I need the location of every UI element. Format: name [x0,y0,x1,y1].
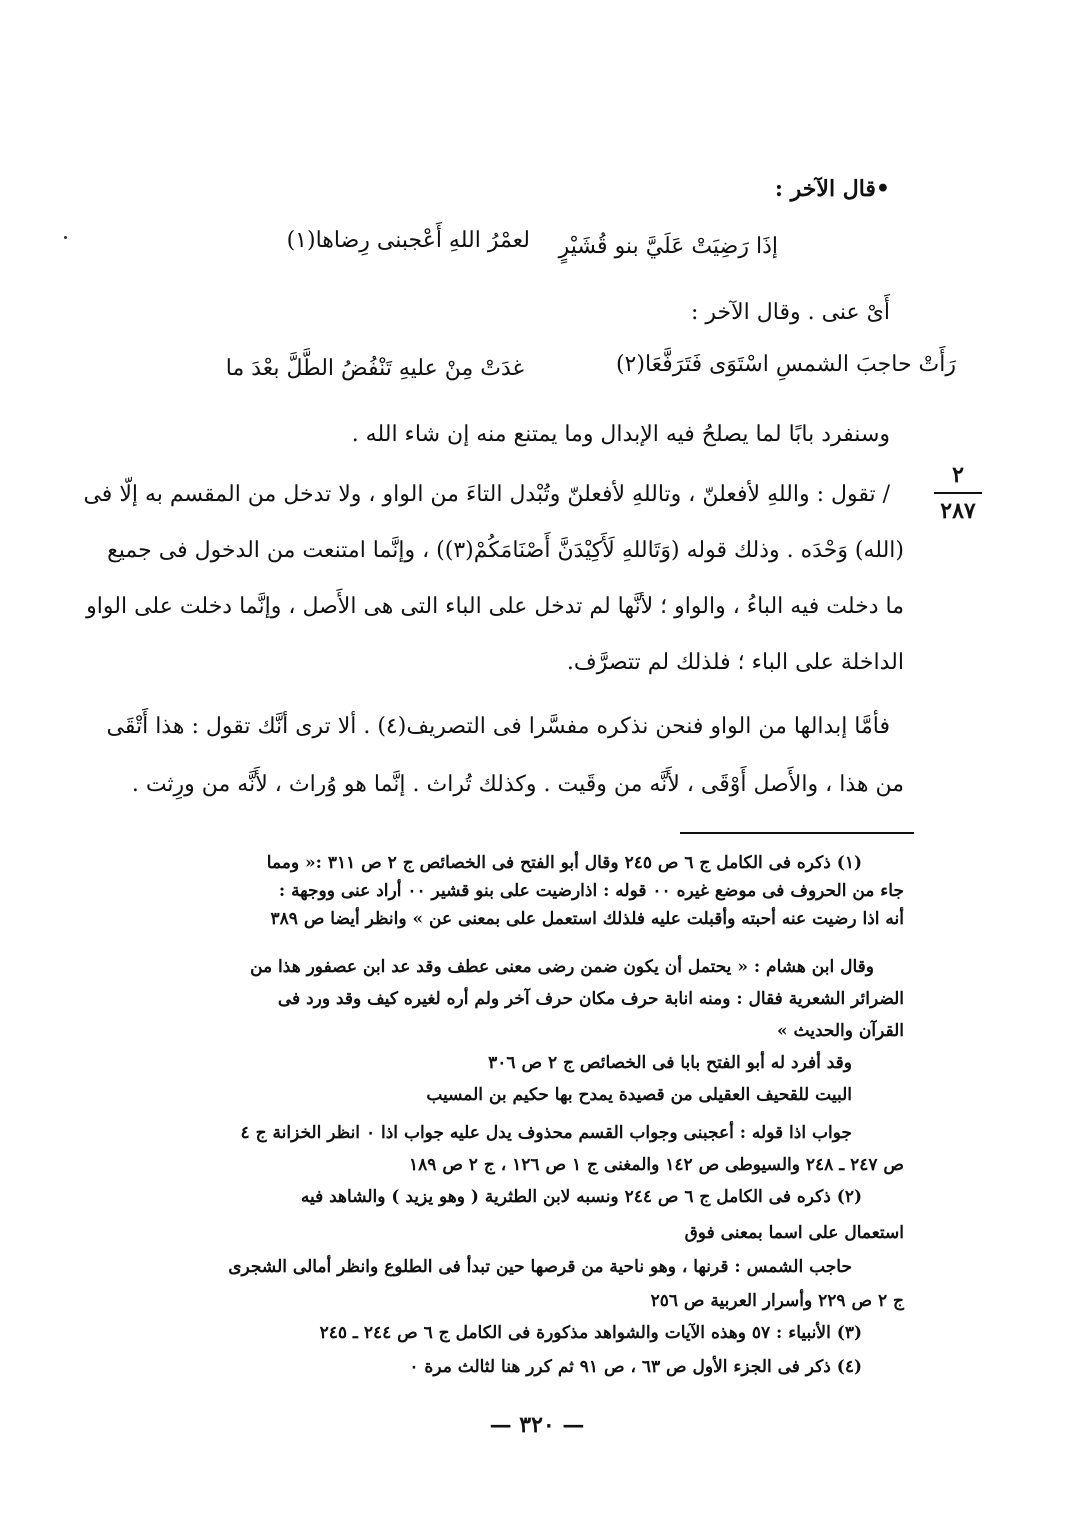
footnote-separator [680,832,914,834]
footnote-line: وقال ابن هشام : « يحتمل أن يكون ضمن رضى معنى عطف وقد عد ابن عصفور هذا من [250,957,874,977]
margin-ref-bottom: ٢٨٧ [940,498,976,524]
body-line: فأمَّا إبدالها من الواو فنحن نذكره مفسَّرا فى التصريف(٤) . ألا ترى أنَّك تقول : هذا أَتْقَى [106,714,890,739]
footnote-line: القرآن والحديث » [777,1021,904,1041]
verse-1-first-half: إذَا رَضِيَتْ عَلَيَّ بنو قُشَيْرٍ [558,234,778,259]
footnote-line: ج ٢ ص ٢٢٩ وأسرار العربية ص ٢٥٦ [650,1291,904,1311]
body-line: وسنفرد بابًا لما يصلحُ فيه الإبدال وما يمتنع منه إن شاء الله . [351,422,890,447]
footnote-line: أنه اذا رضيت عنه أحبته وأقبلت عليه فلذلك استعمل على بمعنى عن » وانظر أيضا ص ٣٨٩ [270,909,904,929]
verse-2-first-half: غدَتْ مِنْ عليهِ تَنْفُضُ الطَّلَّ بعْدَ ما [225,356,524,381]
verse-2-second-half: رَأَتْ حاجبَ الشمسِ اسْتَوَى فَتَرَفَّعَا(٢) [615,352,956,377]
footnote-line: استعمال على اسما بمعنى فوق [684,1223,904,1243]
footnote-line: (١) ذكره فى الكامل ج ٦ ص ٢٤٥ وقال أبو الفتح فى الخصائص ج ٢ ص ٣١١ :« ومما [266,853,862,873]
footnote-line: ص ٢٤٧ ـ ٢٤٨ والسيوطى ص ١٤٢ والمغنى ج ١ ص ١٢٦ ، ج ٢ ص ١٨٩ [409,1155,904,1175]
footnote-line: وقد أفرد له أبو الفتح بابا فى الخصائص ج ٢ ص ٣٠٦ [488,1053,852,1073]
heading-qala-al-akhar: •قال الآخر : [774,176,890,202]
page-number: — ٣٢٠ — [489,1412,585,1438]
footnote-line: حاجب الشمس : قرنها ، وهو ناحية من قرصها حين تبدأ فى الطلوع وانظر أمالى الشجرى [228,1257,852,1277]
footnote-line: (٣) الأنبياء : ٥٧ وهذه الآيات والشواهد مذكورة فى الكامل ج ٦ ص ٢٤٤ ـ ٢٤٥ [319,1323,862,1343]
body-line: الداخلة على الباء ؛ فلذلك لم تتصرَّف. [566,650,904,675]
footnote-line: جاء من الحروف فى موضع غيره ٠٠ قوله : اذارضيت على بنو قشير ٠٠ أراد عنى ووجهة : [278,881,904,901]
verse-1-second-half: لعمْرُ اللهِ أَعْجبنى رِضاها(١) [286,228,530,253]
margin-ref-top: ٢ [952,462,964,488]
body-line: / تقول : واللهِ لأفعلنّ ، وتاللهِ لأفعلنّ وتُبْدل التاءَ من الواو ، ولا تدخل من المقسم به إلّا فى [83,482,890,507]
margin-ref-bar [934,492,982,494]
line-after-verse-1: أَىْ عنى . وقال الآخر : [690,300,890,325]
body-line: (الله) وَحْدَه . وذلك قوله (وَتَاللهِ لَأَكِيْدَنَّ أَصْنَامَكُمْ(٣)) ، وإنَّما امتنعت من الدخول فى جميع [107,538,904,563]
footnote-line: الضرائر الشعرية فقال : ومنه انابة حرف مكان حرف آخر ولم أره لغيره كيف وقد ورد فى [277,989,904,1009]
footnote-line: (٢) ذكره فى الكامل ج ٦ ص ٢٤٤ ونسبه لابن الطثرية ( وهو يزيد ) والشاهد فيه [300,1187,862,1207]
stray-mark [64,236,67,239]
footnote-line: (٤) ذكر فى الجزء الأول ص ٦٣ ، ص ٩١ ثم كرر هنا لثالث مرة ٠ [409,1357,862,1377]
manuscript-page-reference [928,462,988,524]
footnote-line: البيت للقحيف العقيلى من قصيدة يمدح بها حكيم بن المسيب [426,1085,852,1105]
body-line: من هذا ، والأَصل أَوْقَى ، لأَنَّه من وقَيت . وكذلك تُراث . إنَّما هو وُراث ، لأَنَّه من ورِثت . [131,772,904,797]
footnote-line: جواب اذا قوله : أعجبنى وجواب القسم محذوف يدل عليه جواب اذا ٠ انظر الخزانة ج ٤ [240,1123,852,1143]
body-line: ما دخلت فيه الباءُ ، والواو ؛ لأنَّها لم تدخل على الباء التى هى الأَصل ، وإنَّما دخلت على الواو [86,594,904,619]
